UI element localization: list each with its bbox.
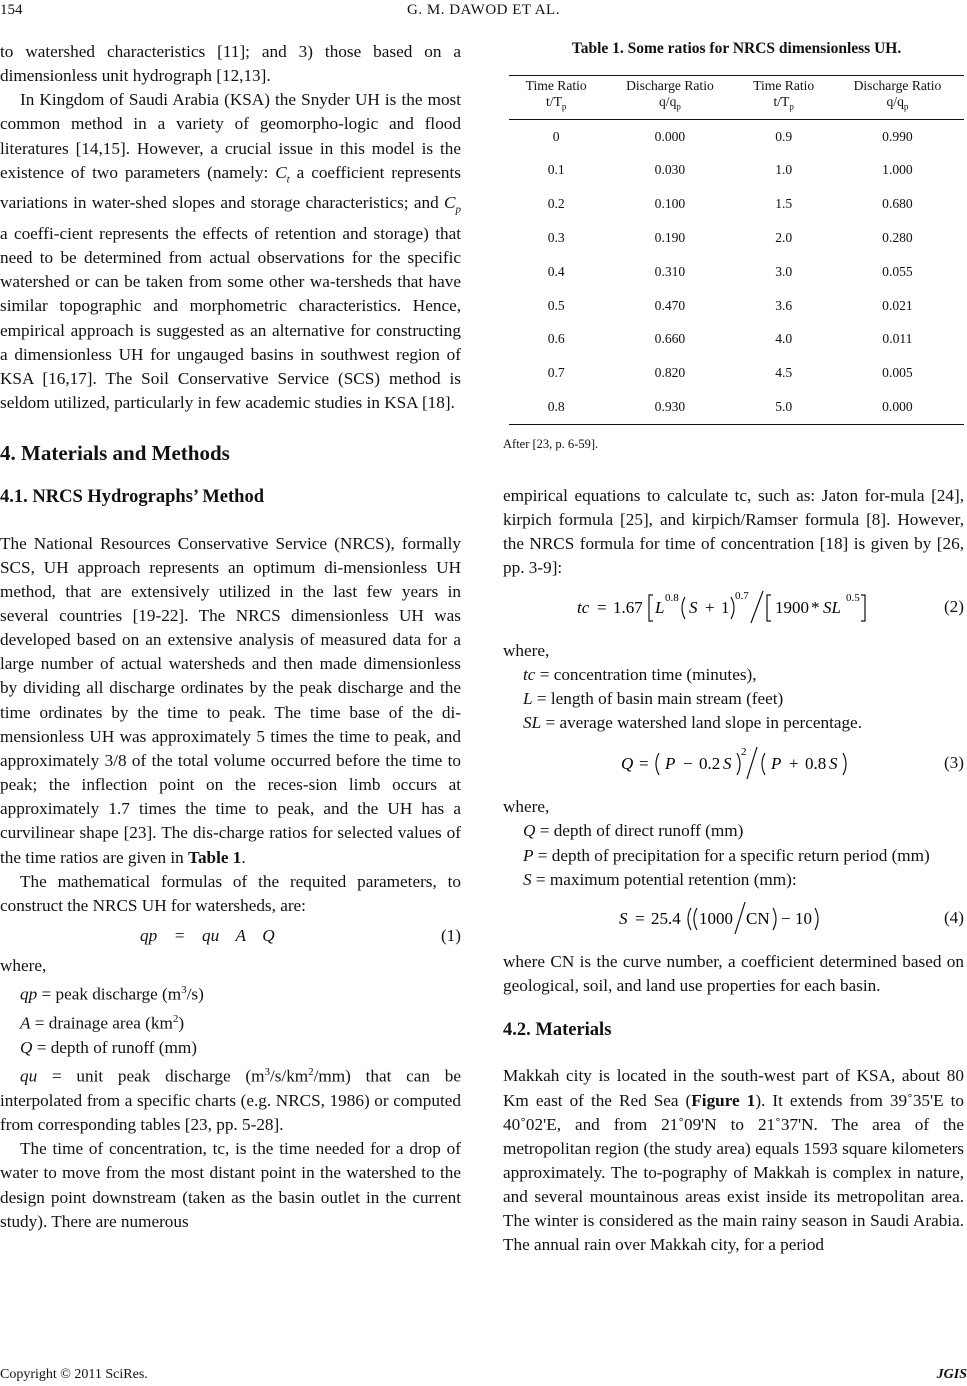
where-label: where,: [503, 640, 550, 660]
table-cell: 0.000: [831, 390, 964, 424]
table-cell: 0.660: [654, 331, 686, 347]
page-number: 154: [0, 2, 23, 18]
equation-1-number: (1): [440, 926, 461, 946]
definitions-eq1: [0, 954, 461, 1137]
svg-text:Q: Q: [621, 754, 634, 774]
paragraph-empirical: empirical equations to calculate tc, such as: Jaton for-mula [24], kirpich formula [25], and kirpich/Ramser formula [8]. However, the NRCS formula for time of concentration [18] is given by [26, pp. 3-9]:: [503, 486, 964, 578]
table-1-reference: Table 1: [188, 847, 242, 867]
table-cell: 0.021: [882, 297, 913, 313]
svg-text:1900: 1900: [775, 597, 809, 617]
page-header: [0, 0, 967, 26]
svg-text:1.67: 1.67: [613, 597, 643, 617]
def-l: L = length of basin main stream (feet): [523, 688, 784, 708]
table-1-block: [503, 40, 964, 452]
svg-text:+: +: [789, 754, 799, 774]
paragraph-ksa: In Kingdom of Saudi Arabia (KSA) the Snyder UH is the most common method in a variety of geomorpho-logic and flood literatures [14,15]. However, a crucial issue in this model is the existence of two parameters (namely: $C_t$ a coefficient represents variations in water-shed slopes and storage characteristics; and $C_p$ a coeffi-cient represents the effects of retention and storage) that need to be determined from actual observations for the specific watershed or can be taken from some other wa-tersheds that have similar topographic and morphometric characteristics. Hence, empirical approach is suggested as an alternative for constructing a dimensionless UH for ungauged basins in southwest region of KSA [16,17]. The Soil Conservative Service (SCS) method is seldom utilized, particularly in few academic studies in KSA [18].: [0, 90, 461, 413]
svg-text:1000: 1000: [699, 908, 733, 928]
svg-text:=: =: [639, 754, 649, 774]
svg-text:25.4: 25.4: [651, 908, 681, 928]
figure-1-reference: Figure 1: [691, 1090, 756, 1110]
section-heading-materials-methods: 4. Materials and Methods: [0, 441, 230, 466]
table-cell: 0.100: [654, 196, 686, 212]
svg-text:*: *: [811, 597, 820, 617]
svg-text:0.5: 0.5: [846, 591, 860, 604]
table-row: [509, 221, 964, 255]
equation-3-number: (3): [943, 753, 964, 773]
svg-text:=: =: [635, 908, 645, 928]
table-cell: 1.0: [775, 162, 793, 178]
table-cell: 0.7: [547, 365, 565, 381]
svg-text:2: 2: [741, 746, 747, 759]
equation-2-number: (2): [943, 596, 964, 616]
table-cell: 0.030: [654, 162, 686, 178]
svg-text:10: 10: [795, 908, 812, 928]
table-cell: 2.0: [775, 230, 793, 245]
where-label: where,: [503, 797, 550, 817]
svg-text:S: S: [619, 908, 628, 928]
left-column: [0, 40, 461, 1234]
table-header-cell: Discharge Ratio $q/q_p$: [603, 76, 736, 120]
table-cell: 5.0: [736, 390, 830, 424]
table-header-cell: Discharge Ratio $q/q_p$: [831, 76, 964, 120]
equation-2: [503, 587, 964, 627]
svg-text:0.8: 0.8: [805, 754, 827, 774]
table-cell: 1.000: [882, 162, 913, 178]
table-1-caption: Table 1. Some ratios for NRCS dimensionless UH.: [571, 40, 902, 57]
table-cell: 0.5: [547, 297, 565, 313]
table-cell: 0.470: [654, 297, 686, 313]
table-cell: 0.2: [547, 196, 565, 212]
svg-text:=: =: [597, 597, 607, 617]
svg-text:−: −: [683, 754, 693, 774]
equation-4-number: (4): [943, 907, 964, 927]
def-S: S = maximum potential retention (mm):: [523, 869, 797, 889]
svg-text:P: P: [771, 754, 782, 774]
table-1-note: After [23, p. 6-59].: [503, 436, 599, 451]
svg-text:tc: tc: [577, 597, 590, 617]
svg-text:CN: CN: [746, 908, 770, 928]
equation-2-formula: [571, 587, 951, 627]
def-qu: qu = unit peak discharge $(m^3/s/km^2/mm)$ that can be interpolated from a specific charts (e.g. NRCS, 1986) or computed from corresponding tables [23, pp. 5-28].: [0, 1066, 461, 1135]
svg-text:S: S: [829, 754, 838, 774]
table-header-row: [509, 76, 964, 120]
table-cell: 0.310: [654, 263, 686, 279]
paragraph-curve-number: where CN is the curve number, a coefficient determined based on geological, soil, and land use properties for each basin.: [503, 951, 964, 996]
table-row: [509, 119, 964, 153]
equation-4: [503, 898, 964, 938]
table-row: [509, 289, 964, 323]
equation-4-formula: [609, 898, 939, 938]
table-1: [509, 75, 964, 425]
table-cell: 0: [552, 128, 560, 144]
table-cell: 0.820: [654, 365, 686, 381]
svg-text:0.8: 0.8: [665, 591, 679, 604]
paragraph-nrcs: The National Resources Conservative Service (NRCS), formally SCS, UH approach represents an optimum di-mensionless UH method, that are extensively utilized in the last few years in several countries [19-22]. The NRCS dimensionless UH was developed based on an extensive analysis of measured data for a large number of actual watersheds and then made dimensionless by dividing all discharge ordinates by the peak discharge and the time ordinates by the time to peak. The time base of the di-mensionless UH was approximately 5 times the time to peak, and approximately 3/8 of the total volume occurred before the time to peak; the inflection point on the reces-sion limb occurs at approximately 1.7 times the time to peak, and the UH has a curvilinear shape [23]. The dis-charge ratios for selected values of the time ratios are given in Table 1.: [0, 533, 461, 867]
table-cell: 0.930: [603, 390, 736, 424]
equation-3: [503, 743, 964, 783]
table-row: [509, 154, 964, 188]
svg-text:L: L: [655, 597, 665, 617]
table-cell: 0.011: [882, 331, 913, 347]
copyright: Copyright © 2011 SciRes.: [0, 1367, 148, 1382]
table-cell: 0.000: [654, 128, 686, 144]
paragraph-intro: to watershed characteristics [11]; and 3) those based on a dimensionless unit hydrograph [12,13].: [0, 42, 461, 86]
table-cell: 0.190: [654, 230, 686, 245]
def-tc: tc = concentration time (minutes),: [523, 664, 757, 684]
right-column: [503, 484, 964, 1258]
table-cell: 0.990: [882, 128, 913, 144]
journal-name: JGIS: [936, 1367, 967, 1382]
table-cell: 3.6: [775, 297, 793, 313]
equation-3-formula: [613, 743, 943, 783]
svg-text:P: P: [665, 754, 676, 774]
def-qp: qp = peak discharge $(m^3/s)$: [20, 984, 204, 1004]
table-cell: 0.680: [882, 196, 913, 212]
table-cell: 3.0: [775, 263, 793, 279]
def-P: P = depth of precipitation for a specific return period (mm): [523, 845, 930, 865]
table-row: [509, 356, 964, 390]
svg-text:−: −: [781, 908, 791, 928]
svg-text:SL: SL: [823, 597, 841, 617]
page-footer: [0, 1367, 967, 1383]
table-cell: 0.9: [775, 128, 793, 144]
definitions-eq3: [503, 795, 964, 892]
where-label: where,: [0, 956, 47, 976]
table-cell: 0.055: [882, 263, 913, 279]
svg-text:1: 1: [721, 597, 730, 617]
table-header-cell: Time Ratio $t/T_p$: [736, 76, 830, 120]
definitions-eq2: [503, 639, 964, 736]
running-title: G. M. DAWOD ET AL.: [407, 2, 560, 18]
table-cell: 0.005: [882, 365, 913, 381]
table-row: [509, 187, 964, 221]
svg-text:+: +: [705, 597, 715, 617]
svg-text:S: S: [723, 754, 732, 774]
subsection-heading-materials: 4.2. Materials: [503, 1020, 612, 1041]
table-cell: 4.5: [775, 365, 793, 381]
table-cell: 0.6: [547, 331, 565, 347]
def-Q: Q = depth of direct runoff (mm): [523, 821, 744, 841]
def-a: A = drainage area $(km^2)$: [20, 1013, 185, 1033]
table-cell: 0.1: [547, 162, 565, 178]
paragraph-formulas: The mathematical formulas of the requited parameters, to construct the NRCS UH for watersheds, are:: [0, 871, 461, 915]
subsection-heading-nrcs: 4.1. NRCS Hydrographs’ Method: [0, 487, 264, 508]
equation-1: qp = qu A Q (1): [0, 924, 461, 948]
svg-text:S: S: [689, 597, 698, 617]
table-cell: 1.5: [775, 196, 793, 212]
def-q: Q = depth of runoff (mm): [20, 1037, 197, 1057]
table-cell: 0.4: [547, 263, 565, 279]
table-cell: 0.280: [882, 230, 913, 245]
paragraph-makkah: Makkah city is located in the south-west part of KSA, about 80 Km east of the Red Sea (Figure 1). It extends from 39˚35'E to 40˚02'E, and from 21˚09'N to 21˚37'N. The area of the metropolitan region (the study area) equals 1593 square kilometers approximately. The to-pography of Makkah is complex in nature, and several mountainous areas exist inside its metropolitan area. The winter is considered as the main rainy season in Saudi Arabia. The annual rain over Makkah city, for a period: [503, 1066, 965, 1255]
table-row: [509, 323, 964, 357]
svg-text:0.7: 0.7: [735, 589, 749, 602]
def-sl: SL = average watershed land slope in percentage.: [523, 713, 862, 733]
table-cell: 0.8: [509, 390, 603, 424]
table-cell: 4.0: [775, 331, 793, 347]
table-cell: 0.3: [547, 230, 565, 245]
table-row: [509, 255, 964, 289]
table-row: [509, 390, 964, 424]
paragraph-tc: The time of concentration, tc, is the time needed for a drop of water to move from the most distant point in the watershed to the design point downstream (taken as the basin outlet in the current study). There are numerous: [0, 1139, 461, 1231]
svg-text:0.2: 0.2: [699, 754, 721, 774]
table-header-cell: Time Ratio $t/T_p$: [509, 76, 603, 120]
